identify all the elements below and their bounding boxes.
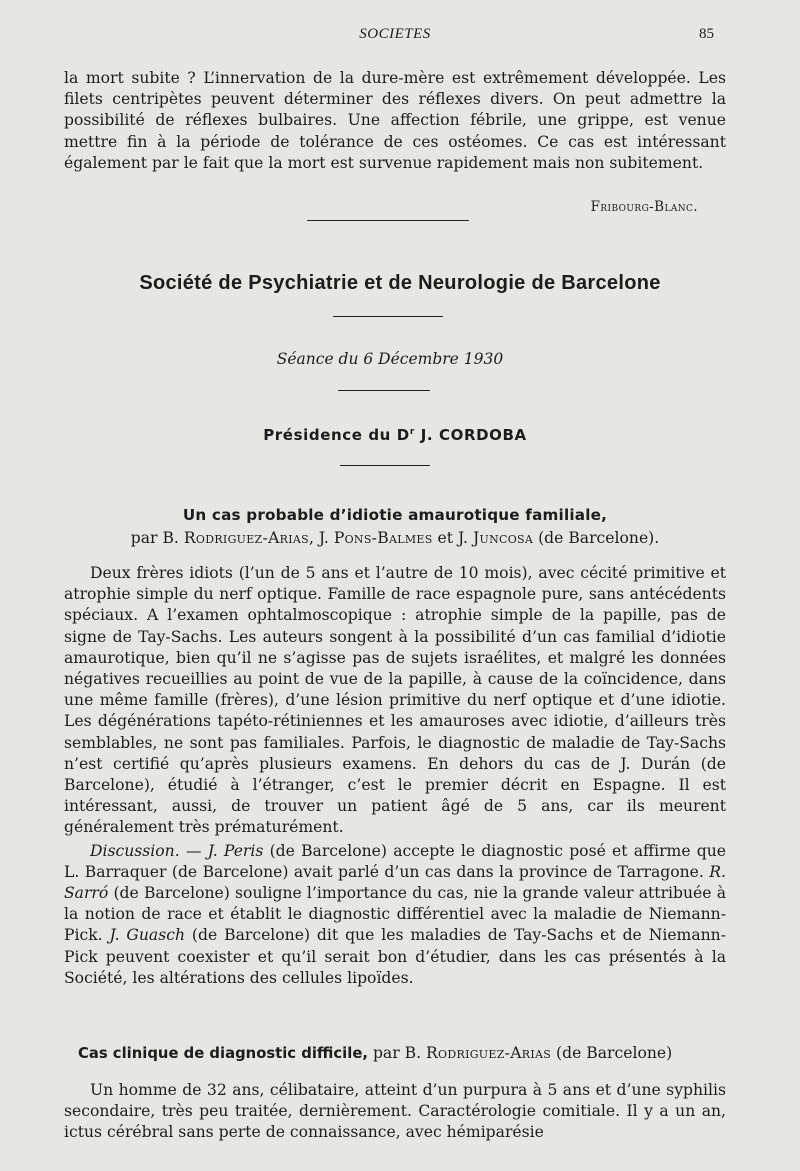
article1-text (64, 563, 726, 989)
intro-paragraph: la mort subite ? L’innervation de la dure-mère est extrêmement développée. Les filets centripètes peuvent déterminer des réflexes divers. On peut admettre la possibilité de réflexes bulbaires. Une affection fébrile, une grippe, est venue mettre fin à la période de tolérance de ces ostéomes. Ce cas est intéressant également par le fait que la mort est survenue rapidement mais non subitement. (64, 69, 726, 172)
seance-date: Séance du 6 Décembre 1930 (276, 350, 504, 368)
discussion-name1: J. Peris (207, 841, 264, 860)
article2-author: Rodriguez-Arias (426, 1044, 552, 1062)
byline-suffix: (de Barcelone). (533, 529, 660, 547)
byline-sep1: , J. (308, 529, 334, 547)
byline-author3: Juncosa (472, 529, 534, 547)
byline-author2: Pons-Balmes (333, 529, 433, 547)
article2-title (78, 1044, 728, 1062)
discussion-name2: R. Sarró (64, 862, 726, 903)
presidence-prefix: Présidence du D (263, 426, 410, 444)
byline-prefix: par B. (130, 529, 184, 547)
article2-title-text: Cas clinique de diagnostic difficile, (78, 1045, 368, 1062)
intro-signature: Fribourg-Blanc. (590, 199, 698, 215)
discussion-text3: (de Barcelone) dit que les maladies de Tay-Sachs et de Niemann-Pick peuvent coexister et qu’il serait bon d’étudier, dans les cas présentés à la Société, les altérations des cellules lipoïdes. (64, 926, 726, 987)
presidence-line (0, 426, 790, 444)
section-divider (307, 220, 469, 221)
article1-body: Deux frères idiots (l’un de 5 ans et l’autre de 10 mois), avec cécité primitive et atrophie simple du nerf optique. Famille de race espagnole pure, sans antécédents spéciaux. A l’examen ophtalmoscopique : atrophie simple de la papille, pas de signe de Tay-Sachs. Les auteurs songent à la possibilité d’un cas familial d’idiotie amaurotique, bien qu’il ne s’agisse pas de sujets israélites, et malgré les données négatives recueillies au point de vue de la papille, à cause de la coïncidence, dans une même famille (frères), d’une lésion primitive du nerf optique et d’une idiotie. Les dégénérations tapéto-rétiniennes et les amauroses avec idiotie, d’ailleurs très semblables, ne sont pas familiales. Parfois, le diagnostic de maladie de Tay-Sachs n’est certifié qu’après plusieurs examens. En dehors du cas de J. Durán (de Barcelone), étudié à l’étranger, c’est le premier décrit en Espagne. Il est intéressant, aussi, de trouver un patient âgé de 5 ans, car ils meurent généralement très prématurément. (64, 564, 726, 837)
presidence-divider (340, 465, 430, 466)
article2-text (64, 1080, 726, 1144)
discussion-text2: (de Barcelone) souligne l’importance du cas, nie la grande valeur attribuée à la notion de race et établit le diagnostic différentiel avec la maladie de Niemann-Pick. (64, 884, 726, 945)
presidence-sup: r (409, 427, 415, 437)
discussion-label: Discussion. (90, 841, 180, 860)
article1-byline (0, 529, 790, 547)
byline-sep2: et J. (432, 529, 473, 547)
society-divider (333, 316, 443, 317)
article2-by: par B. (367, 1044, 427, 1062)
page-header (0, 26, 800, 48)
discussion-name3: J. Guasch (109, 926, 186, 945)
intro-text (64, 68, 726, 174)
article1-discussion (64, 841, 726, 989)
discussion-text1: (de Barcelone) accepte le diagnostic posé et affirme que L. Barraquer (de Barcelone) avait parlé d’un cas dans la province de Tarragone. (64, 841, 727, 881)
article2-body: Un homme de 32 ans, célibataire, atteint d’un purpura à 5 ans et d’une syphilis secondaire, très peu traitée, dernièrement. Caractérologie comitiale. Il y a un an, ictus cérébral sans perte de connaissance, avec hémiparésie (64, 1081, 726, 1142)
discussion-dash: — (179, 841, 208, 860)
page-number: 85 (699, 26, 714, 42)
article2-suffix: (de Barcelone) (551, 1044, 673, 1062)
running-title: SOCIETES (359, 26, 431, 42)
article1-title: Un cas probable d’idiotie amaurotique familiale, (182, 506, 608, 524)
presidence-name: J. CORDOBA (414, 426, 527, 444)
seance-divider (338, 390, 430, 391)
society-name: Société de Psychiatrie et de Neurologie de Barcelone (139, 272, 661, 294)
byline-author1: Rodriguez-Arias (183, 529, 309, 547)
